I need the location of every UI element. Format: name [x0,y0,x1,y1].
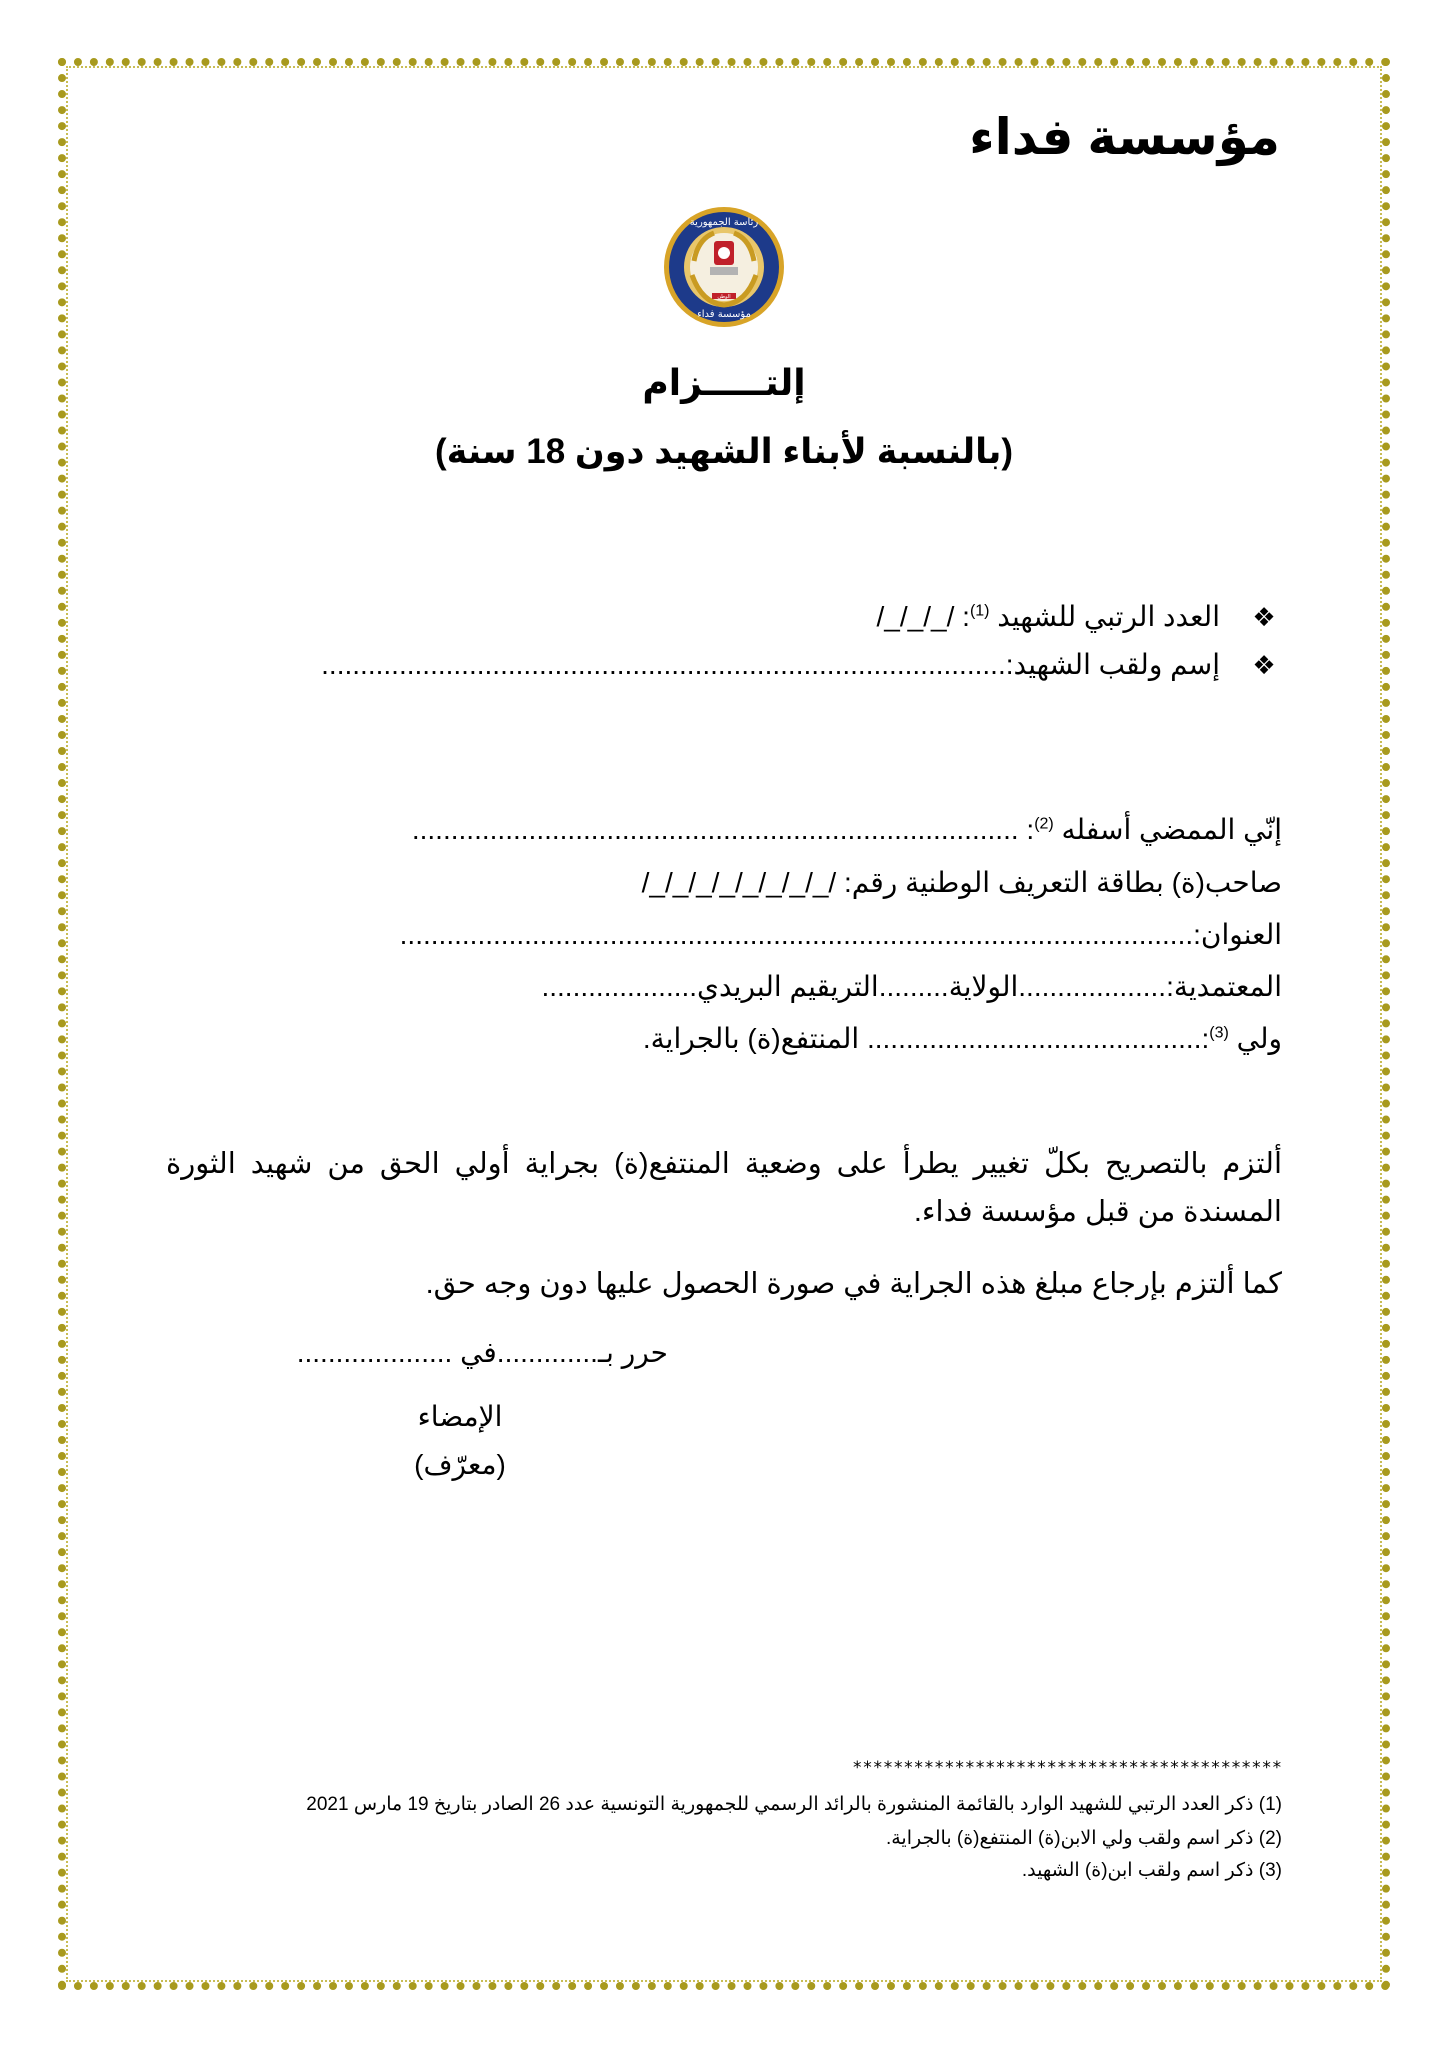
footnote-ref-2: (2) [1034,815,1054,833]
document-subtitle: (بالنسبة لأبناء الشهيد دون 18 سنة) [434,432,1014,471]
footnote-1 [306,1793,1282,1816]
guardian-field [643,1022,1282,1056]
commitment-paragraph-2: كما ألتزم بإرجاع مبلغ هذه الجراية في صورة الحصول عليها دون وجه حق. [425,1268,1282,1300]
martyr-number-value: : /_/_/_/ [876,601,970,632]
guardian-label: ولي [1236,1023,1282,1054]
document-title: إلتـــــزام [642,362,806,403]
institution-seal-logo [662,205,786,329]
signature-label: الإمضاء [417,1401,503,1432]
diamond-bullet-icon: ❖ [1252,602,1276,632]
martyr-number-label: العدد الرتبي للشهيد [997,601,1220,632]
footnote-3 [1022,1859,1282,1882]
footnote-number: (1) [1258,1794,1282,1815]
written-at-field: حرر بـ.............في .................... [296,1337,668,1368]
footnote-ref-3: (3) [1209,1024,1229,1042]
footnote-number: (2) [1258,1828,1282,1849]
martyr-name-label: إسم ولقب الشهيد: [1005,649,1220,680]
martyr-name-dots: ........................................................................................ [321,649,1006,680]
martyr-number-field [877,600,1282,633]
footnote-2 [886,1827,1282,1850]
seal-bottom-text: مؤسسة فداء [697,309,751,320]
diamond-bullet-icon: ❖ [1252,650,1276,680]
commitment-paragraph-1: ألتزم بالتصريح بكلّ تغيير يطرأ على وضعية المنتفع(ة) بجراية أولي الحق من شهيد الثورة المسندة من قبل مؤسسة فداء. [166,1148,1282,1228]
martyr-name-field [321,648,1282,681]
guardian-dots: :........................................... المنتفع(ة) بالجراية. [642,1023,1210,1054]
footnote-text: ذكر اسم ولقب ابن(ة) الشهيد. [1021,1860,1254,1881]
footnote-separator: ****************************************** [852,1758,1282,1778]
footnote-number: (3) [1258,1860,1282,1881]
delegation-governorate-postal-field: المعتمدية:...................الولاية.........التريقيم البريدي.................... [541,971,1282,1002]
footnote-ref-1: (1) [969,602,990,620]
id-card-field: صاحب(ة) بطاقة التعريف الوطنية رقم: /_/_/_/_/_/_/_/_/ [641,867,1282,898]
signature-note: (معرّف) [414,1449,506,1480]
seal-ribbon-text: الوطن [717,294,731,300]
organization-title: مؤسسة فداء [969,109,1280,165]
undersigned-field [412,813,1282,847]
footnote-text: ذكر اسم ولقب ولي الابن(ة) المنتفع(ة) بالجراية. [885,1828,1254,1849]
address-field: العنوان:...................................................................................................... [399,919,1282,950]
undersigned-label: إنّي الممضي أسفله [1061,814,1282,845]
undersigned-dots: : .............................................................................. [411,814,1035,845]
footnote-text: ذكر العدد الرتبي للشهيد الوارد بالقائمة المنشورة بالرائد الرسمي للجمهورية التونسية عدد 26 الصادر بتاريخ 19 مارس 2021 [306,1794,1254,1815]
seal-top-text: رئاسة الجمهورية [689,217,759,228]
